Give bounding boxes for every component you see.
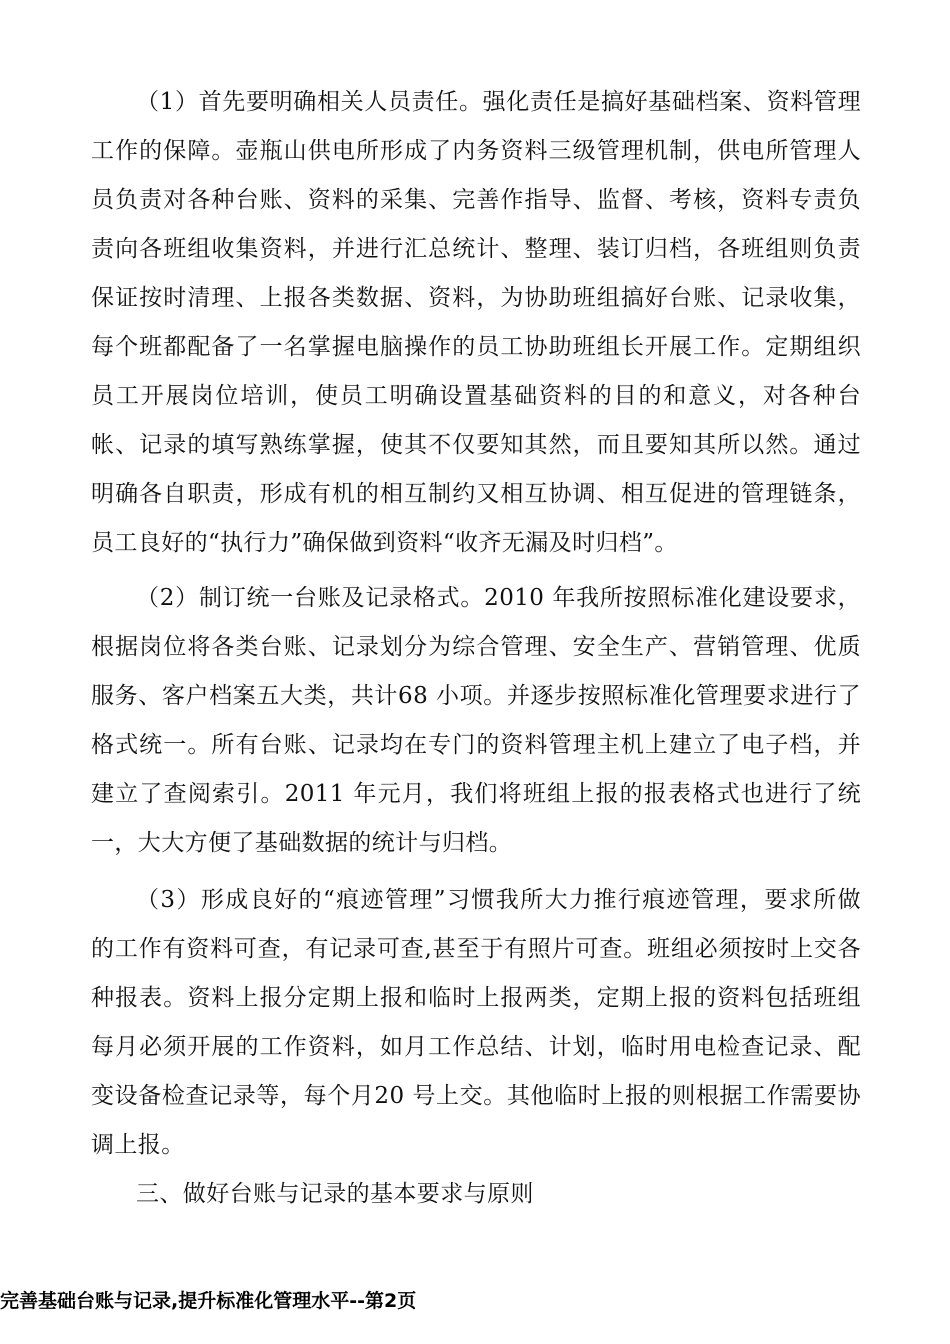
paragraph-3-line-3: 种报表。资料上报分定期上报和临时上报两类，定期上报的资料包括班组 [91, 985, 861, 1011]
paragraph-1-line-10: 员工良好的“执行力”确保做到资料“收齐无漏及时归档”。 [91, 530, 678, 556]
paragraph-2-line-5: 建立了查阅索引。2011 年元月，我们将班组上报的报表格式也进行了统 [91, 781, 861, 807]
section-heading: 三、做好台账与记录的基本要求与原则 [136, 1181, 534, 1207]
paragraph-2-line-3: 服务、客户档案五大类，共计68 小项。并逐步按照标准化管理要求进行了 [91, 683, 861, 709]
paragraph-3-line-2: 的工作有资料可查，有记录可查,甚至于有照片可查。班组必须按时上交各 [91, 936, 861, 962]
paragraph-2-line-2: 根据岗位将各类台账、记录划分为综合管理、安全生产、营销管理、优质 [91, 634, 861, 660]
paragraph-1-line-4: 责向各班组收集资料，并进行汇总统计、整理、装订归档，各班组则负责 [91, 236, 861, 262]
paragraph-1-line-8: 帐、记录的填写熟练掌握，使其不仅要知其然，而且要知其所以然。通过 [91, 432, 861, 458]
paragraph-1-line-1: （1）首先要明确相关人员责任。强化责任是搞好基础档案、资料管理 [136, 89, 861, 115]
paragraph-2-line-6: 一，大大方便了基础数据的统计与归档。 [91, 830, 513, 856]
paragraph-1-line-7: 员工开展岗位培训，使员工明确设置基础资料的目的和意义，对各种台 [91, 383, 861, 409]
paragraph-1-line-5: 保证按时清理、上报各类数据、资料，为协助班组搞好台账、记录收集， [91, 285, 861, 311]
paragraph-1-line-3: 员负责对各种台账、资料的采集、完善作指导、监督、考核，资料专责负 [91, 187, 861, 213]
paragraph-1-line-6: 每个班都配备了一名掌握电脑操作的员工协助班组长开展工作。定期组织 [91, 334, 861, 360]
paragraph-3-line-1: （3）形成良好的“痕迹管理”习惯我所大力推行痕迹管理，要求所做 [136, 887, 861, 913]
paragraph-2-line-1: （2）制订统一台账及记录格式。2010 年我所按照标准化建设要求， [136, 585, 861, 611]
paragraph-3-line-4: 每月必须开展的工作资料，如月工作总结、计划，临时用电检查记录、配 [91, 1034, 861, 1060]
paragraph-1-line-9: 明确各自职责，形成有机的相互制约又相互协调、相互促进的管理链条， [91, 481, 861, 507]
paragraph-2-line-4: 格式统一。所有台账、记录均在专门的资料管理主机上建立了电子档，并 [91, 732, 861, 758]
paragraph-1-line-2: 工作的保障。壶瓶山供电所形成了内务资料三级管理机制，供电所管理人 [91, 138, 861, 164]
paragraph-3-line-6: 调上报。 [91, 1132, 185, 1158]
page-footer: 完善基础台账与记录,提升标准化管理水平--第2页 [0, 1290, 417, 1312]
paragraph-3-line-5: 变设备检查记录等，每个月20 号上交。其他临时上报的则根据工作需要协 [91, 1083, 861, 1109]
